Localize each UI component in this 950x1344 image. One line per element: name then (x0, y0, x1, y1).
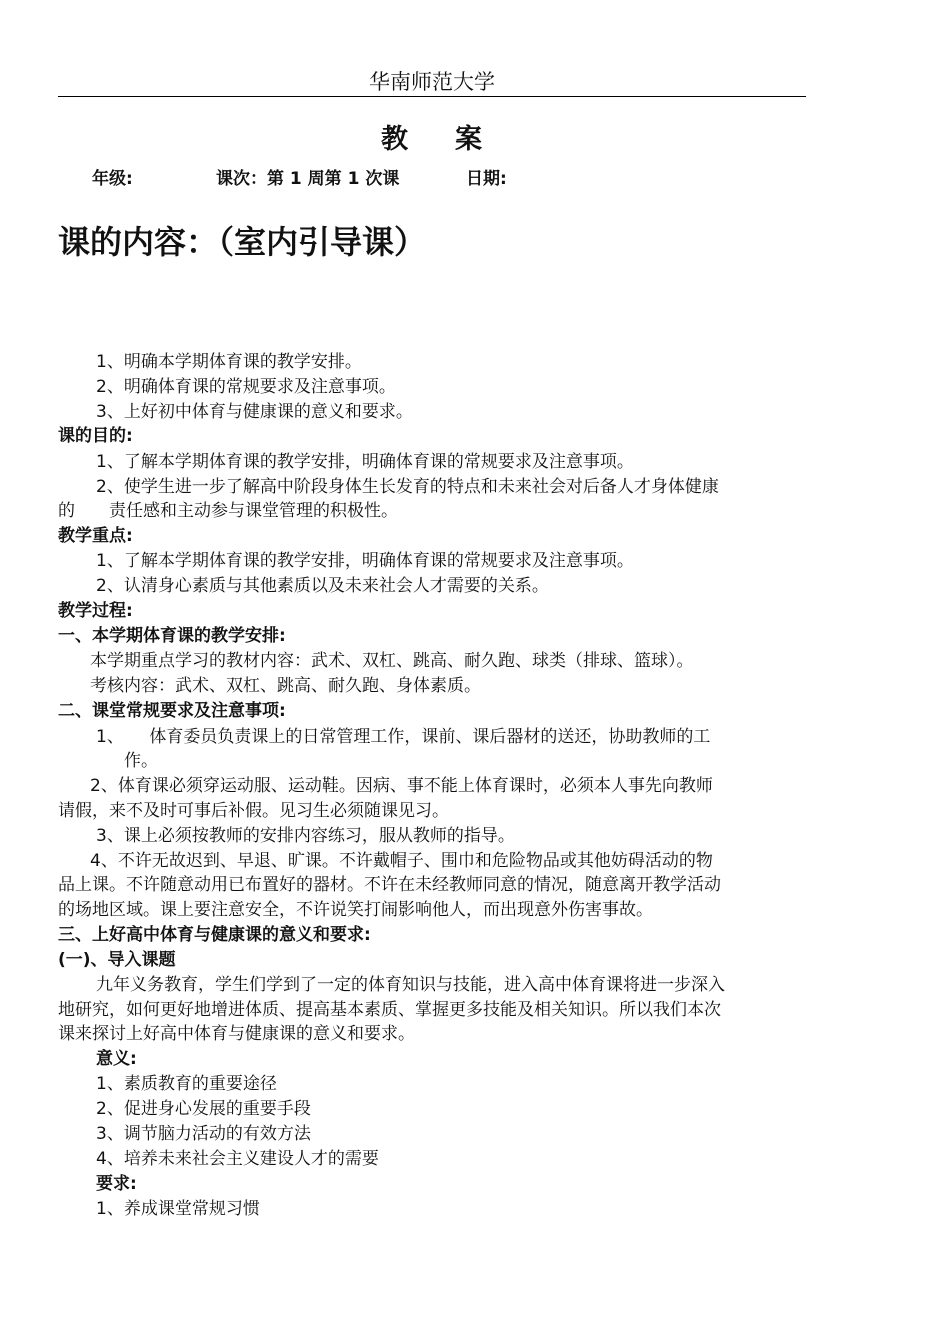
section-2-item-4-line-2: 品上课。不许随意动用已布置好的器材。不许在未经教师同意的情况，随意离开教学活动 (58, 875, 721, 895)
section-2-item-2-line-1: 2、体育课必须穿运动服、运动鞋。因病、事不能上体育课时，必须本人事先向教师 (90, 776, 713, 796)
content-item-3: 3、上好初中体育与健康课的意义和要求。 (96, 402, 413, 422)
meaning-item-3: 3、调节脑力活动的有效方法 (96, 1124, 311, 1144)
header-divider (58, 96, 806, 97)
grade-label: 年级: (92, 169, 133, 189)
intro-line-3: 课来探讨上好高中体育与健康课的意义和要求。 (58, 1024, 415, 1044)
section-2-item-1-line-2: 作。 (124, 751, 158, 771)
title-char-2: 案 (455, 124, 483, 155)
intro-line-2: 地研究，如何更好地增进体质、提高基本素质、掌握更多技能及相关知识。所以我们本次 (58, 1000, 721, 1020)
section-3-heading: 三、上好高中体育与健康课的意义和要求: (58, 925, 371, 945)
requirement-item-1: 1、养成课堂常规习惯 (96, 1199, 260, 1219)
date-label: 日期: (466, 169, 507, 189)
section-3-sub-1-heading: (一)、导入课题 (58, 950, 176, 970)
university-header: 华南师范大学 (369, 70, 495, 94)
section-2-item-2-line-2: 请假，来不及时可事后补假。见习生必须随课见习。 (58, 801, 449, 821)
section-1-heading: 一、本学期体育课的教学安排: (58, 626, 286, 646)
meaning-item-4: 4、培养未来社会主义建设人才的需要 (96, 1149, 379, 1169)
process-heading: 教学过程: (58, 601, 133, 621)
meaning-item-2: 2、促进身心发展的重要手段 (96, 1099, 311, 1119)
content-item-2: 2、明确体育课的常规要求及注意事项。 (96, 377, 396, 397)
meaning-heading: 意义: (96, 1049, 137, 1069)
section-2-item-4-line-1: 4、不许无故迟到、早退、旷课。不许戴帽子、围巾和危险物品或其他妨碍活动的物 (90, 851, 713, 871)
title-char-1: 教 (381, 124, 409, 155)
intro-line-1: 九年义务教育，学生们学到了一定的体育知识与技能，进入高中体育课将进一步深入 (96, 975, 725, 995)
key-point-item-1: 1、了解本学期体育课的教学安排，明确体育课的常规要求及注意事项。 (96, 551, 634, 571)
lesson-number-label: 课次：第 1 周第 1 次课 (216, 169, 400, 189)
section-2-heading: 二、课堂常规要求及注意事项: (58, 701, 286, 721)
purpose-item-1: 1、了解本学期体育课的教学安排，明确体育课的常规要求及注意事项。 (96, 452, 634, 472)
key-point-item-2: 2、认清身心素质与其他素质以及未来社会人才需要的关系。 (96, 576, 549, 596)
content-item-1: 1、明确本学期体育课的教学安排。 (96, 352, 362, 372)
section-2-item-1-line-1: 1、 体育委员负责课上的日常管理工作，课前、课后器材的送还，协助教师的工 (96, 727, 711, 747)
purpose-item-2-line-2: 的 责任感和主动参与课堂管理的积极性。 (58, 501, 398, 521)
section-2-item-3: 3、课上必须按教师的安排内容练习，服从教师的指导。 (96, 826, 515, 846)
requirement-heading: 要求: (96, 1174, 137, 1194)
course-content-heading: 课的内容：（室内引导课） (58, 223, 427, 261)
section-1-line-2: 考核内容：武术、双杠、跳高、耐久跑、身体素质。 (90, 676, 481, 696)
purpose-heading: 课的目的: (58, 426, 133, 446)
section-1-line-1: 本学期重点学习的教材内容：武术、双杠、跳高、耐久跑、球类（排球、篮球）。 (90, 651, 694, 671)
meaning-item-1: 1、素质教育的重要途径 (96, 1074, 277, 1094)
section-2-item-4-line-3: 的场地区域。课上要注意安全，不许说笑打闹影响他人，而出现意外伤害事故。 (58, 900, 653, 920)
purpose-item-2-line-1: 2、使学生进一步了解高中阶段身体生长发育的特点和未来社会对后备人才身体健康 (96, 477, 719, 497)
key-points-heading: 教学重点: (58, 526, 133, 546)
document-title (58, 120, 806, 160)
